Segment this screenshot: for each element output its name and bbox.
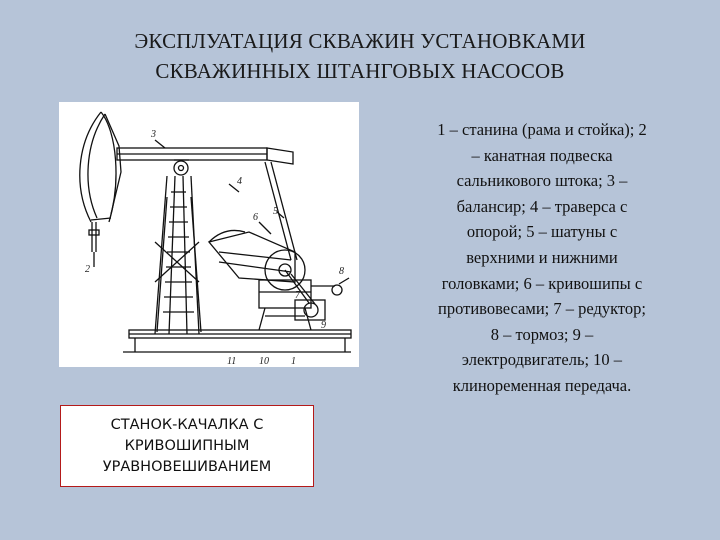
title-line-2: СКВАЖИННЫХ ШТАНГОВЫХ НАСОСОВ xyxy=(155,59,565,83)
label-3: 3 xyxy=(151,129,156,140)
description-line: клиноременная передача. xyxy=(452,375,632,395)
label-9: 9 xyxy=(321,320,326,331)
description-line: – канатная подвеска xyxy=(471,145,613,165)
label-7: 7 xyxy=(295,290,300,301)
label-10: 10 xyxy=(259,356,269,367)
label-1: 1 xyxy=(291,356,296,367)
label-6: 6 xyxy=(253,212,258,223)
description-line: опорой; 5 – шатуны с xyxy=(466,222,618,242)
description-line: балансир; 4 – траверса с xyxy=(456,196,628,216)
component-description xyxy=(404,117,680,399)
caption-line-1: СТАНОК-КАЧАЛКА С xyxy=(110,417,264,433)
caption-line-2: КРИВОШИПНЫМ xyxy=(124,438,250,454)
label-2: 2 xyxy=(85,264,90,275)
pumpjack-drawing xyxy=(59,102,359,367)
description-line: сальникового штока; 3 – xyxy=(456,171,628,191)
description-line: верхними и нижними xyxy=(466,247,618,267)
description-line: электродвигатель; 10 – xyxy=(461,350,623,370)
label-8: 8 xyxy=(339,266,344,277)
caption-box xyxy=(60,405,314,487)
description-line: головками; 6 – кривошипы с xyxy=(441,273,643,293)
slide-title xyxy=(40,26,680,86)
label-11: 11 xyxy=(227,356,237,367)
description-line: 1 – станина (рама и стойка); 2 xyxy=(437,120,647,139)
label-4: 4 xyxy=(237,176,242,187)
title-line-1: ЭКСПЛУАТАЦИЯ СКВАЖИН УСТАНОВКАМИ xyxy=(134,29,586,53)
description-line: противовесами; 7 – редуктор; xyxy=(438,299,646,319)
pumpjack-diagram xyxy=(59,102,359,367)
description-line: 8 – тормоз; 9 – xyxy=(490,324,594,344)
caption-line-3: УРАВНОВЕШИВАНИЕМ xyxy=(102,459,272,475)
label-5: 5 xyxy=(273,206,278,217)
